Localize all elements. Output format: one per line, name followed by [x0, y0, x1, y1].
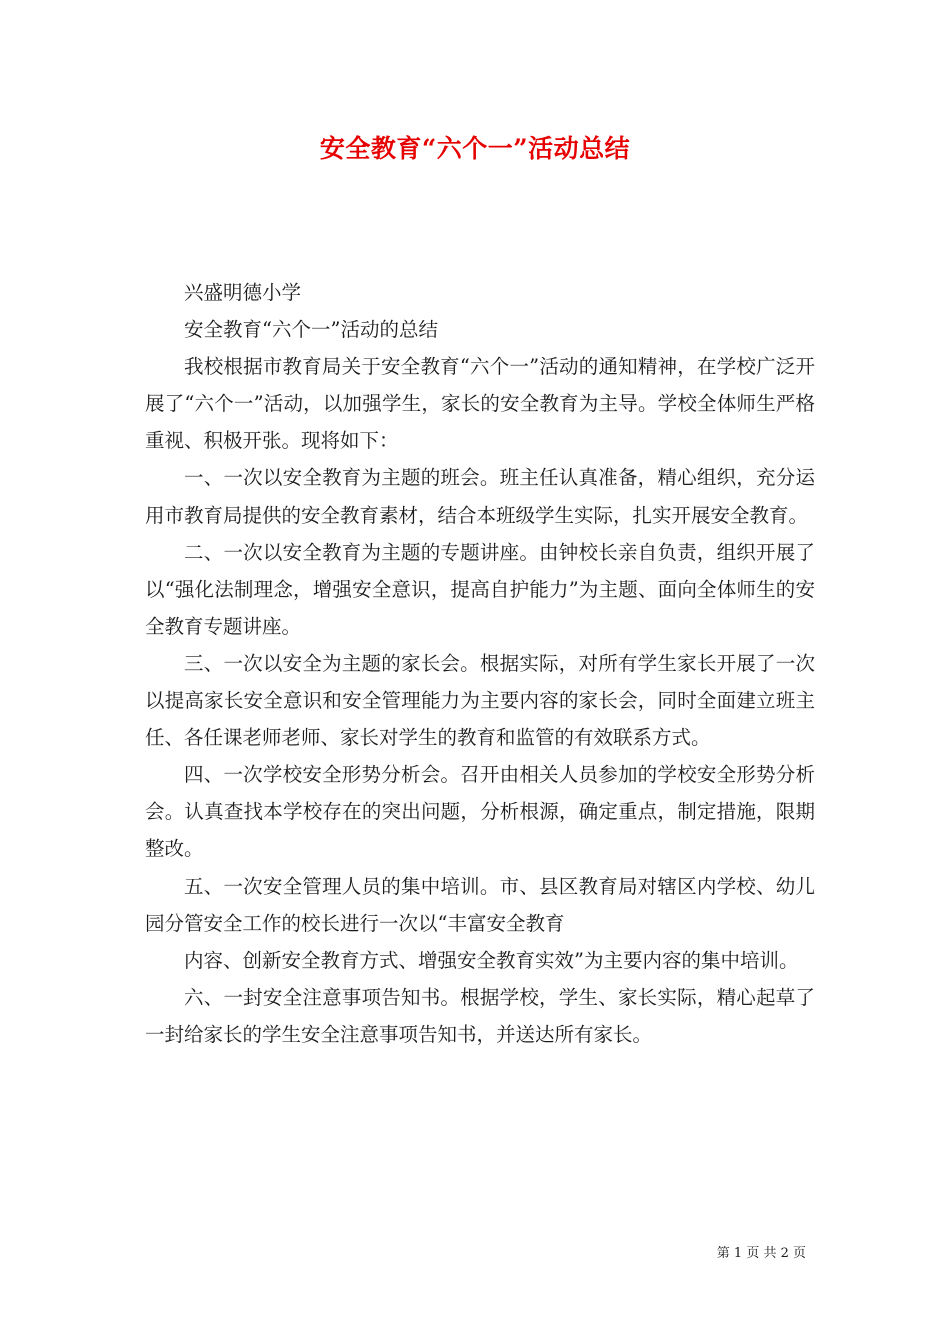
- paragraph-item-6: 六、一封安全注意事项告知书。根据学校，学生、家长实际，精心起草了一封给家长的学生安全注意事项告知书，并送达所有家长。: [145, 985, 815, 1046]
- paragraph-item-2: 二、一次以安全教育为主题的专题讲座。由钟校长亲自负责，组织开展了以“强化法制理念，增强安全意识，提高自护能力”为主题、面向全体师生的安全教育专题讲座。: [145, 540, 815, 638]
- paragraph-item-1: 一、一次以安全教育为主题的班会。班主任认真准备，精心组织，充分运用市教育局提供的安全教育素材，结合本班级学生实际，扎实开展安全教育。: [145, 466, 815, 527]
- paragraph-item-4: 四、一次学校安全形势分析会。召开由相关人员参加的学校安全形势分析会。认真查找本学校存在的突出问题，分析根源，确定重点，制定措施，限期整改。: [145, 763, 815, 861]
- document-body: [145, 274, 815, 1053]
- paragraph-item-3: 三、一次以安全为主题的家长会。根据实际，对所有学生家长开展了一次以提高家长安全意识和安全管理能力为主要内容的家长会，同时全面建立班主任、各任课老师老师、家长对学生的教育和监管的有效联系方式。: [145, 651, 815, 750]
- paragraph-intro: 我校根据市教育局关于安全教育“六个一”活动的通知精神，在学校广泛开展了“六个一”活动，以加强学生，家长的安全教育为主导。学校全体师生严格重视、积极开张。现将如下：: [145, 355, 815, 453]
- paragraph-school-name: 兴盛明德小学: [184, 281, 302, 304]
- page-title: 安全教育“六个一”活动总结: [319, 134, 631, 163]
- page-number-footer: 第 1 页 共 2 页: [716, 1246, 806, 1261]
- paragraph-item-5-continued: 内容、创新安全教育方式、增强安全教育实效”为主要内容的集中培训。: [184, 948, 799, 972]
- paragraph-item-5: 五、一次安全管理人员的集中培训。市、县区教育局对辖区内学校、幼儿园分管安全工作的校长进行一次以“丰富安全教育: [145, 874, 815, 935]
- paragraph-subtitle: 安全教育“六个一”活动的总结: [184, 318, 438, 342]
